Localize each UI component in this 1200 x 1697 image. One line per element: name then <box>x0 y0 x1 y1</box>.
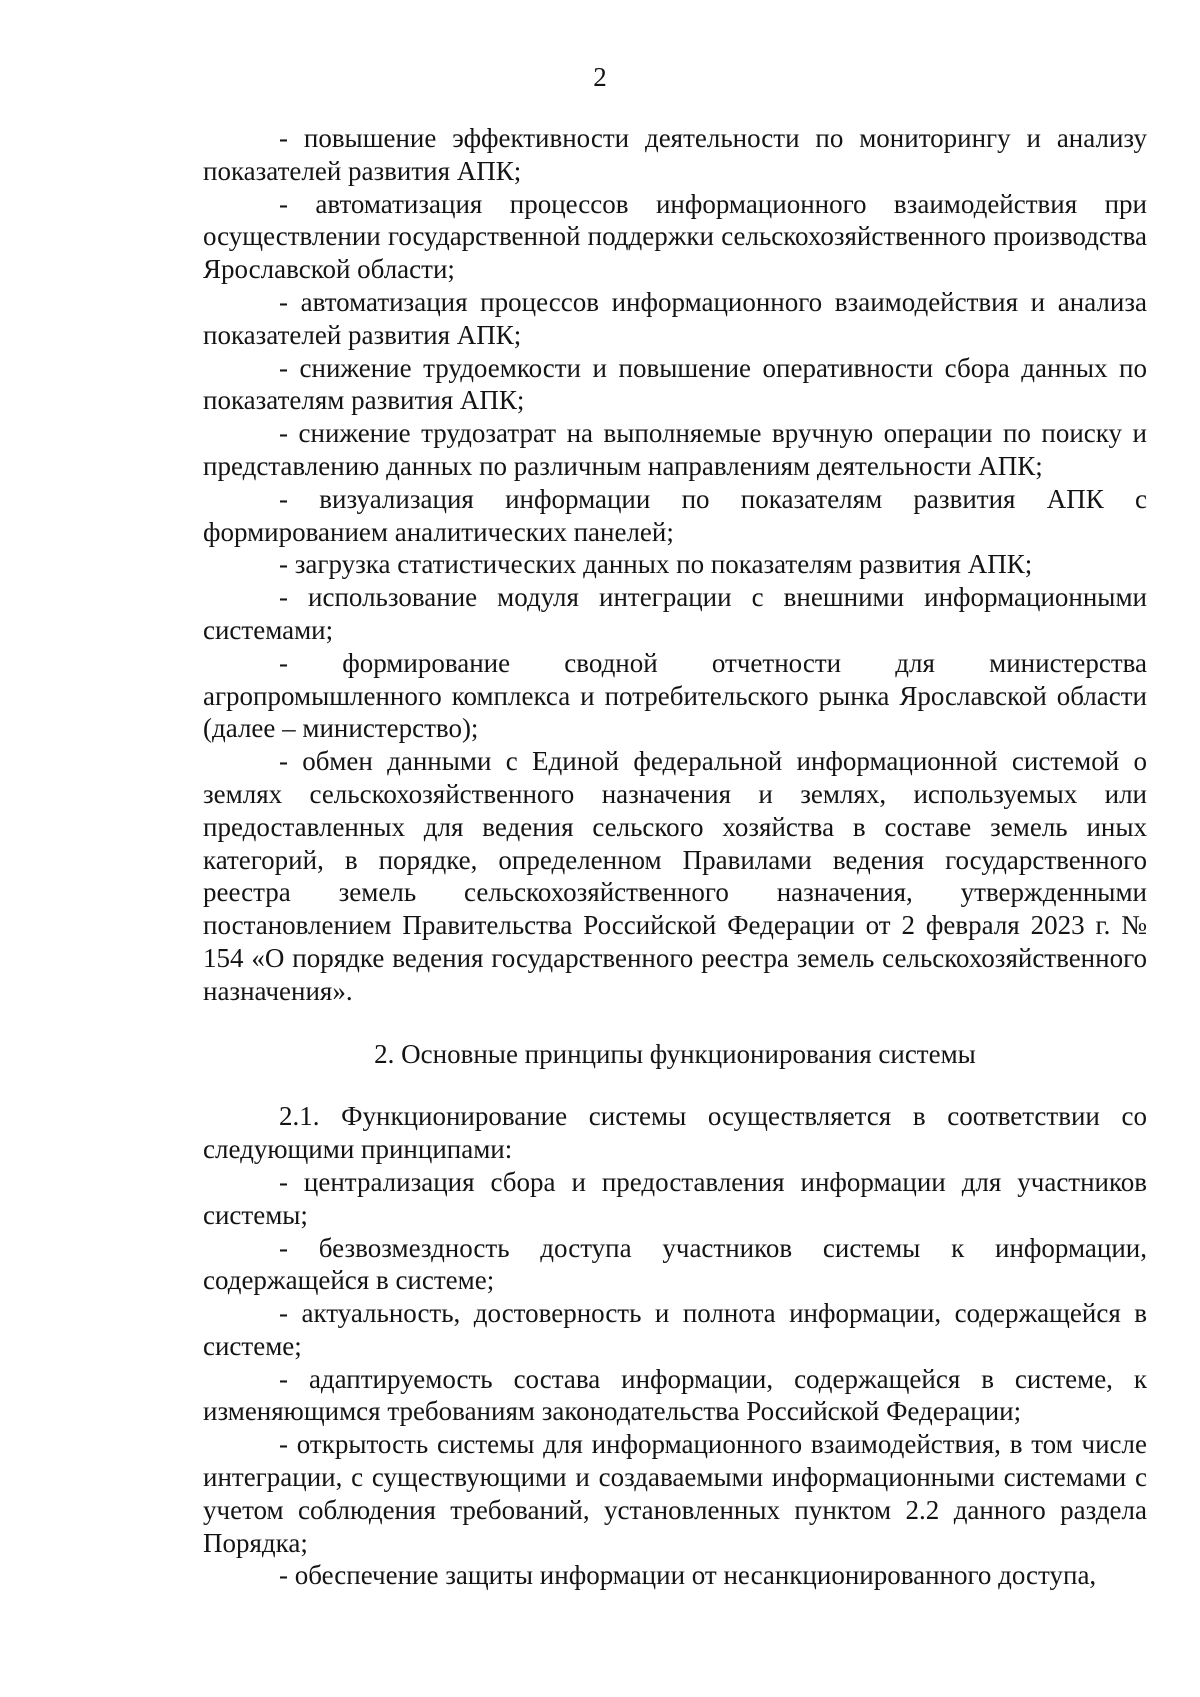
list-item: - снижение трудозатрат на выполняемые вручную операции по поиску и представлению данных по различным направлениям деятельности АПК; <box>203 418 1147 481</box>
section-heading: 2. Основные принципы функционирования системы <box>374 1038 976 1069</box>
list-item: - централизация сбора и предоставления информации для участников системы; <box>203 1166 1147 1230</box>
list-item: - использование модуля интеграции с внешними информационными системами; <box>203 582 1147 645</box>
document-body <box>203 122 1147 1592</box>
list-item: - автоматизация процессов информационного взаимодействия и анализа показателей развития АПК; <box>203 286 1147 350</box>
list-item: - повышение эффективности деятельности по мониторингу и анализу показателей развития АПК; <box>203 123 1147 186</box>
page-number: 2 <box>593 62 607 92</box>
list-item: - визуализация информации по показателям развития АПК с формированием аналитических панелей; <box>203 483 1147 547</box>
list-item: - актуальность, достоверность и полнота информации, содержащейся в системе; <box>203 1298 1147 1361</box>
list-item: - безвозмездность доступа участников системы к информации, содержащейся в системе; <box>203 1232 1147 1296</box>
list-item: - автоматизация процессов информационного взаимодействия при осуществлении государственной поддержки сельскохозяйственного производства Ярославской области; <box>203 188 1147 285</box>
list-item: - обмен данными с Единой федеральной информационной системой о землях сельскохозяйственного назначения и землях, используемых или предоставленных для ведения сельского хозяйства в составе земель иных категорий, в порядке, определенном Правилами ведения государственного реестра земель сельскохозяйственного назначения, утвержденными постановлением Правительства Российской Федерации от 2 февраля 2023 г. № 154 «О порядке ведения государственного реестра земель сельскохозяйственного назначения». <box>203 746 1147 1006</box>
clause-paragraph: 2.1. Функционирование системы осуществляется в соответствии со следующими принципами: <box>203 1101 1147 1165</box>
list-item: - обеспечение защиты информации от несанкционированного доступа, <box>279 1560 1097 1591</box>
list-item: - формирование сводной отчетности для министерства агропромышленного комплекса и потребительского рынка Ярославской области (далее – министерство); <box>203 647 1147 744</box>
list-item: - адаптируемость состава информации, содержащейся в системе, к изменяющимся требованиям законодательства Российской Федерации; <box>203 1363 1147 1427</box>
list-item: - загрузка статистических данных по показателям развития АПК; <box>279 549 1033 580</box>
list-item: - открытость системы для информационного взаимодействия, в том числе интеграции, с существующими и создаваемыми информационными системами с учетом соблюдения требований, установленных пунктом 2.2 данного раздела Порядка; <box>203 1429 1147 1558</box>
list-item: - снижение трудоемкости и повышение оперативности сбора данных по показателям развития АПК; <box>203 352 1147 416</box>
